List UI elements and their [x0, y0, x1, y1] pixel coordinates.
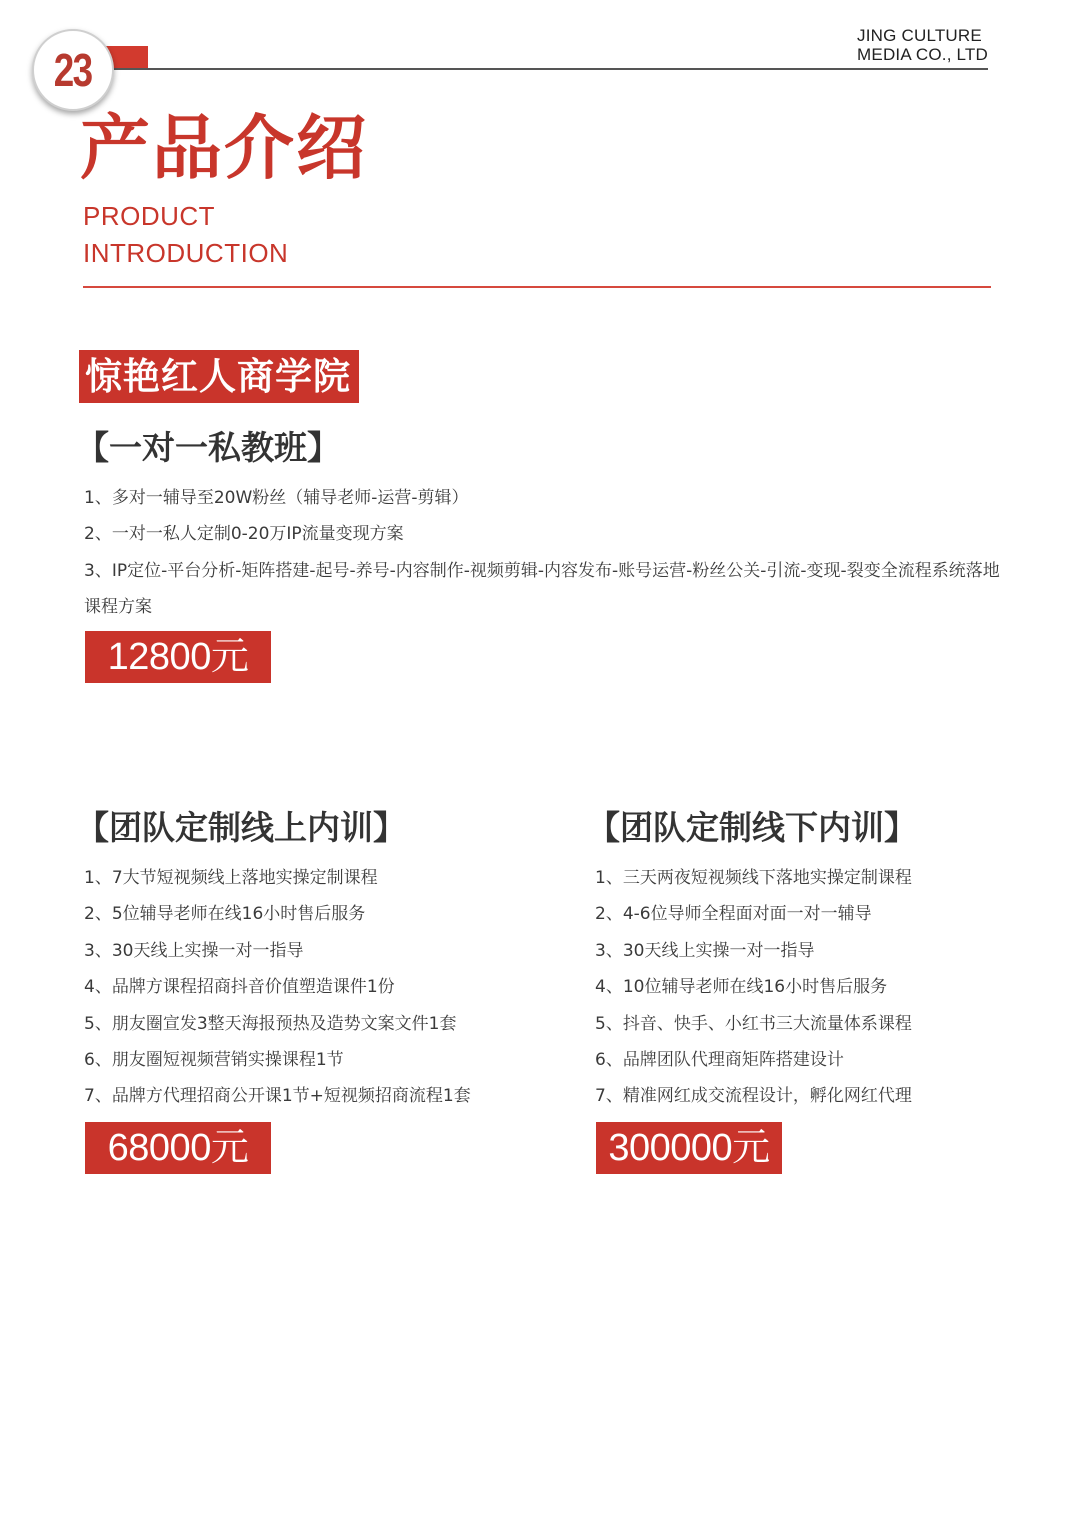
online-training-price: 68000元: [85, 1122, 271, 1174]
offline-training-title: 【团队定制线下内训】: [587, 808, 917, 847]
list-item: 3、30天线上实操一对一指导: [595, 940, 815, 961]
private-class-title: 【一对一私教班】: [76, 428, 340, 467]
list-item: 7、品牌方代理招商公开课1节+短视频招商流程1套: [84, 1086, 471, 1107]
page-number: 23: [54, 44, 92, 96]
list-item: 6、朋友圈短视频营销实操课程1节: [84, 1050, 344, 1071]
offline-training-list: [595, 860, 1055, 1115]
list-item: 3、30天线上实操一对一指导: [84, 940, 304, 961]
list-item: 5、抖音、快手、小红书三大流量体系课程: [595, 1013, 912, 1034]
company-name: [857, 26, 988, 64]
list-item: 5、朋友圈宣发3整天海报预热及造势文案文件1套: [84, 1013, 457, 1034]
list-item: 2、4-6位导师全程面对面一对一辅导: [595, 904, 872, 925]
private-class-list: [84, 480, 1014, 626]
title-divider: [83, 286, 991, 288]
list-item: 4、品牌方课程招商抖音价值塑造课件1份: [84, 977, 395, 998]
list-item: 6、品牌团队代理商矩阵搭建设计: [595, 1050, 844, 1071]
list-item: 2、一对一私人定制0-20万IP流量变现方案: [84, 524, 404, 545]
page-subtitle: [83, 198, 288, 272]
list-item: 2、5位辅导老师在线16小时售后服务: [84, 904, 366, 925]
company-name-line1: JING CULTURE: [857, 26, 982, 45]
list-item: 1、7大节短视频线上落地实操定制课程: [84, 868, 378, 888]
page-title: 产品介绍: [80, 107, 368, 189]
company-name-line2: MEDIA CO., LTD: [857, 45, 988, 64]
private-class-price: 12800元: [85, 631, 271, 683]
offline-training-price: 300000元: [596, 1122, 782, 1174]
academy-banner: 惊艳红人商学院: [79, 350, 359, 403]
online-training-title: 【团队定制线上内训】: [76, 808, 406, 847]
page-subtitle-line2: INTRODUCTION: [83, 238, 289, 268]
header-divider: [110, 68, 988, 70]
list-item: 3、IP定位-平台分析-矩阵搭建-起号-养号-内容制作-视频剪辑-内容发布-账号运营-粉丝公关-引流-变现-裂变全流程系统落地课程方案: [84, 560, 1000, 618]
online-training-list: [84, 860, 554, 1115]
list-item: 7、精准网红成交流程设计，孵化网红代理: [595, 1086, 912, 1107]
list-item: 4、10位辅导老师在线16小时售后服务: [595, 977, 888, 998]
page-number-badge: [32, 29, 114, 111]
page-subtitle-line1: PRODUCT: [83, 201, 216, 231]
list-item: 1、多对一辅导至20W粉丝（辅导老师-运营-剪辑）: [84, 488, 469, 508]
list-item: 1、三天两夜短视频线下落地实操定制课程: [595, 868, 912, 888]
